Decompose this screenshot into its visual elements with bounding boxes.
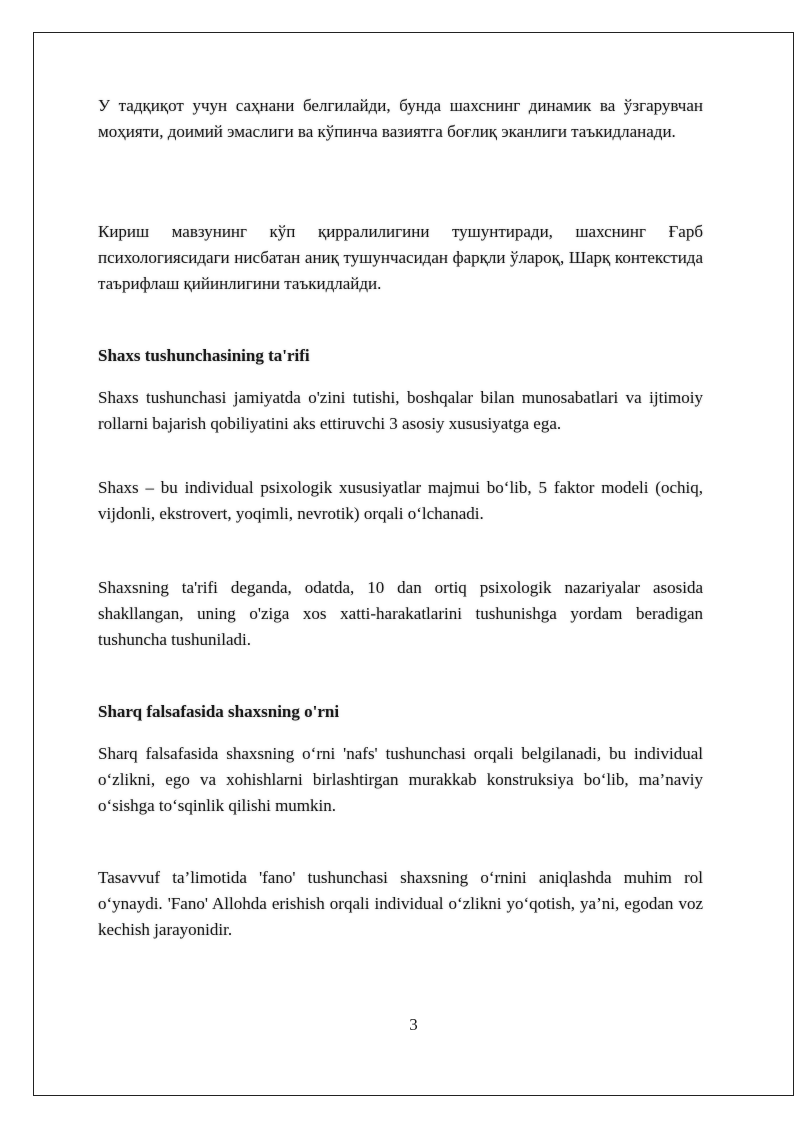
paragraph-eastern-1: Sharq falsafasida shaxsning o‘rni 'nafs' tushunchasi orqali belgilanadi, bu individual o‘zlikni, ego va xohishlarni birlashtirgan murakkab konstruksiya bo‘lib, ma’naviy o‘sishga to‘sqinlik qilishi mumkin. (98, 744, 703, 815)
paragraph-definition-3: Shaxsning ta'rifi deganda, odatda, 10 dan ortiq psixologik nazariyalar asosida shakllangan, uning o'ziga xos xatti-harakatlarini tushunishga yordam beradigan tushuncha tushuniladi. (98, 578, 703, 649)
paragraph-intro-scene: У тадқиқот учун саҳнани белгилайди, бунда шахснинг динамик ва ўзгарувчан моҳияти, доимий эмаслиги ва кўпинча вазиятга боғлиқ эканлиги таъкидланади. (98, 96, 703, 141)
section-heading-definition: Shaxs tushunchasining ta'rifi (98, 346, 310, 365)
document-page (33, 32, 794, 1096)
page-number: 3 (409, 1015, 418, 1034)
paragraph-definition-2: Shaxs – bu individual psixologik xususiyatlar majmui bo‘lib, 5 faktor modeli (ochiq, vijdonli, ekstrovert, yoqimli, nevrotik) orqali o‘lchanadi. (98, 478, 703, 523)
paragraph-intro-explanation: Кириш мавзунинг кўп қирралилигини тушунтиради, шахснинг Ғарб психологиясидаги нисбатан аниқ тушунчасидан фарқли ўлароқ, Шарқ контекстида таърифлаш қийинлигини таъкидлайди. (98, 222, 703, 293)
paragraph-eastern-2: Tasavvuf ta’limotida 'fano' tushunchasi shaxsning o‘rnini aniqlashda muhim rol o‘ynaydi. 'Fano' Allohda erishish orqali individual o‘zlikni yo‘qotish, ya’ni, egodan voz kechish jarayonidir. (98, 868, 703, 939)
section-heading-eastern-philosophy: Sharq falsafasida shaxsning o'rni (98, 702, 340, 721)
paragraph-definition-1: Shaxs tushunchasi jamiyatda o'zini tutishi, boshqalar bilan munosabatlari va ijtimoiy rollarni bajarish qobiliyatini aks ettiruvchi 3 asosiy xususiyatga ega. (98, 388, 703, 433)
